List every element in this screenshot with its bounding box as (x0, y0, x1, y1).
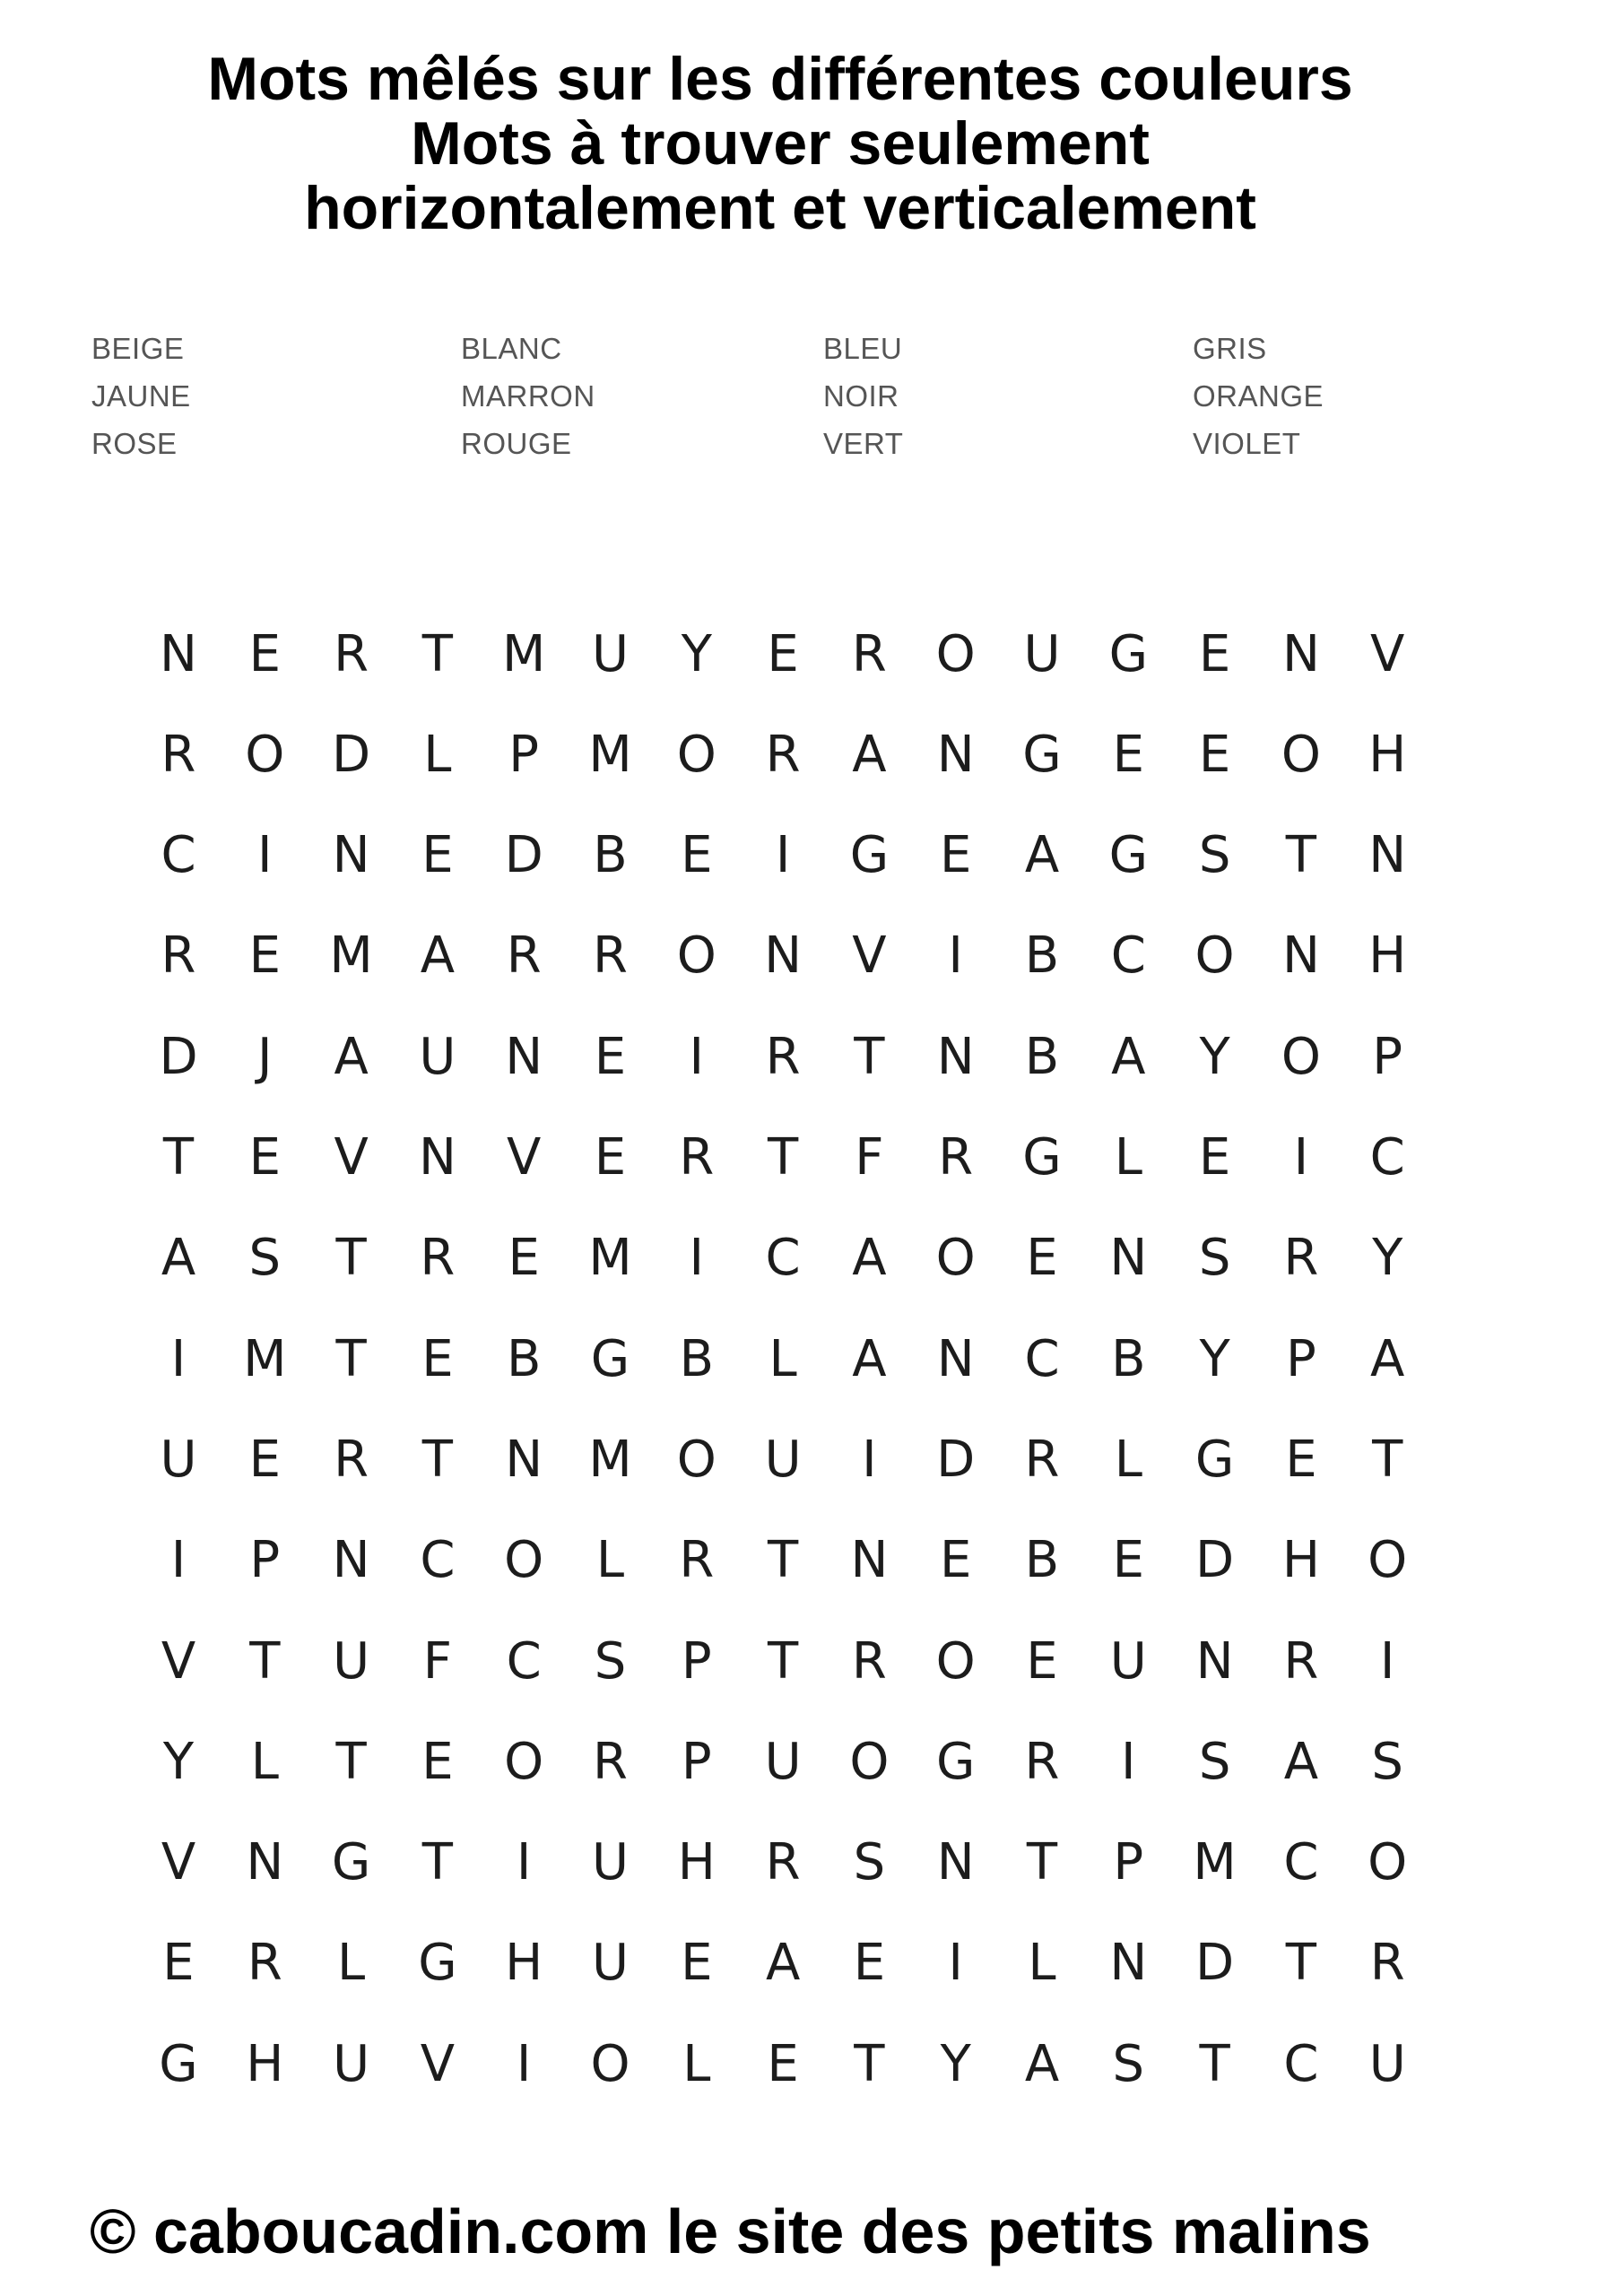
grid-letter: G (935, 1732, 976, 1791)
grid-letter: I (1379, 1631, 1395, 1691)
grid-letter: A (161, 1229, 196, 1288)
grid-letter: O (676, 725, 716, 784)
grid-letter: R (1024, 1732, 1060, 1791)
grid-letter: G (590, 1329, 630, 1388)
grid-letter: U (1023, 624, 1061, 683)
word-item: ROUGE (461, 427, 572, 460)
grid-letter: N (332, 826, 370, 885)
grid-letter: Y (1199, 1329, 1230, 1388)
grid-letter: U (160, 1430, 197, 1489)
grid-letter: N (1281, 926, 1320, 986)
grid-letter: S (594, 1631, 627, 1691)
grid-letter: A (1111, 1027, 1146, 1086)
grid-letter: O (1368, 1531, 1408, 1590)
grid-letter: I (1293, 1128, 1309, 1187)
grid-letter: M (1193, 1833, 1237, 1892)
grid-letter: C (1110, 926, 1146, 986)
grid-letter: A (1024, 826, 1060, 885)
grid-letter: V (161, 1833, 196, 1892)
grid-letter: E (1112, 725, 1144, 784)
grid-letter: A (852, 1329, 887, 1388)
grid-letter: R (161, 725, 196, 784)
letter-grid (159, 624, 1480, 2172)
grid-letter: C (161, 826, 196, 885)
grid-letter: P (1286, 1329, 1316, 1388)
grid-letter: E (421, 826, 454, 885)
grid-letter: B (1024, 926, 1060, 986)
grid-letter: Y (681, 624, 712, 683)
grid-letter: I (516, 1833, 532, 1892)
grid-letter: A (420, 926, 456, 986)
grid-letter: B (1111, 1329, 1146, 1388)
grid-letter: O (935, 624, 976, 683)
grid-letter: H (1281, 1531, 1320, 1590)
grid-letter: G (849, 826, 890, 885)
grid-letter: O (1194, 926, 1235, 986)
grid-letter: N (936, 1329, 975, 1388)
grid-letter: H (677, 1833, 716, 1892)
word-item: GRIS (1193, 332, 1267, 365)
grid-letter: F (422, 1631, 452, 1691)
grid-letter: T (162, 1128, 195, 1187)
grid-letter: N (936, 1027, 975, 1086)
grid-letter: E (1198, 725, 1231, 784)
grid-letter: T (421, 1430, 453, 1489)
grid-letter: E (248, 926, 281, 986)
grid-letter: R (765, 1833, 801, 1892)
grid-letter: U (764, 1732, 802, 1791)
grid-letter: G (159, 2034, 198, 2093)
grid-letter: C (1283, 1833, 1319, 1892)
grid-letter: N (1281, 624, 1320, 683)
grid-letter: I (689, 1027, 705, 1086)
grid-letter: C (420, 1531, 456, 1590)
grid-letter: R (247, 1934, 282, 1993)
grid-letter: G (1108, 624, 1148, 683)
grid-letter: M (502, 624, 546, 683)
grid-letter: O (676, 1430, 716, 1489)
grid-letter: M (243, 1329, 287, 1388)
grid-letter: N (246, 1833, 284, 1892)
grid-letter: U (333, 1631, 370, 1691)
grid-letter: S (1112, 2034, 1145, 2093)
grid-letter: B (679, 1329, 714, 1388)
grid-letter: T (767, 1631, 799, 1691)
grid-letter: M (588, 1430, 632, 1489)
grid-letter: N (505, 1430, 543, 1489)
grid-letter: G (1108, 826, 1148, 885)
word-item: BLEU (823, 332, 903, 365)
grid-letter: Y (1199, 1027, 1230, 1086)
grid-letter: E (853, 1934, 886, 1993)
grid-letter: M (588, 1229, 632, 1288)
grid-letter: E (1112, 1531, 1144, 1590)
grid-letter: N (936, 725, 975, 784)
grid-letter: T (1199, 2034, 1230, 2093)
grid-letter: U (592, 1934, 629, 1993)
grid-letter: N (1109, 1229, 1148, 1288)
grid-letter: V (420, 2034, 456, 2093)
grid-letter: I (170, 1329, 187, 1388)
grid-letter: D (332, 725, 371, 784)
grid-letter: R (765, 1027, 801, 1086)
grid-letter: I (257, 826, 273, 885)
grid-letter: P (1113, 1833, 1144, 1892)
grid-letter: U (333, 2034, 370, 2093)
grid-letter: N (936, 1833, 975, 1892)
grid-letter: S (1371, 1732, 1403, 1791)
grid-letter: A (1283, 1732, 1319, 1791)
grid-letter: R (851, 624, 887, 683)
grid-letter: C (765, 1229, 801, 1288)
grid-letter: E (508, 1229, 540, 1288)
grid-letter: R (1283, 1631, 1319, 1691)
grid-letter: A (1370, 1329, 1405, 1388)
grid-letter: R (679, 1531, 715, 1590)
grid-letter: B (1024, 1531, 1060, 1590)
grid-letter: M (588, 725, 632, 784)
grid-letter: L (1114, 1430, 1142, 1489)
grid-letter: V (334, 1128, 369, 1187)
grid-letter: I (516, 2034, 532, 2093)
word-item: BLANC (461, 332, 562, 365)
grid-letter: I (948, 1934, 963, 1993)
grid-letter: U (764, 1430, 802, 1489)
grid-letter: P (681, 1732, 712, 1791)
grid-letter: P (508, 725, 540, 784)
grid-letter: O (1281, 1027, 1321, 1086)
grid-letter: E (939, 826, 972, 885)
grid-letter: U (592, 1833, 629, 1892)
grid-letter: N (160, 624, 197, 683)
grid-letter: O (676, 926, 716, 986)
grid-letter: T (335, 1732, 367, 1791)
grid-letter: T (1372, 1430, 1403, 1489)
grid-letter: T (767, 1128, 799, 1187)
word-item: VIOLET (1193, 427, 1301, 460)
grid-letter: O (935, 1229, 976, 1288)
grid-letter: E (594, 1128, 627, 1187)
grid-letter: V (507, 1128, 542, 1187)
grid-letter: E (421, 1732, 454, 1791)
grid-letter: S (1198, 826, 1231, 885)
grid-letter: E (767, 2034, 799, 2093)
grid-letter: V (852, 926, 887, 986)
grid-letter: O (245, 725, 285, 784)
grid-letter: H (1368, 926, 1407, 986)
grid-letter: U (1109, 1631, 1147, 1691)
grid-letter: Y (162, 1732, 195, 1791)
title-line-2: Mots à trouver seulement (411, 109, 1150, 178)
grid-letter: D (159, 1027, 198, 1086)
word-item: NOIR (823, 379, 899, 413)
word-item: JAUNE (91, 379, 191, 413)
grid-letter: L (595, 1531, 625, 1590)
grid-letter: D (504, 826, 543, 885)
grid-letter: H (246, 2034, 284, 2093)
grid-letter: E (162, 1934, 195, 1993)
grid-letter: D (1195, 1934, 1235, 1993)
grid-letter: E (681, 1934, 713, 1993)
grid-letter: H (1368, 725, 1407, 784)
grid-letter: R (679, 1128, 715, 1187)
grid-letter: Y (1372, 1229, 1403, 1288)
grid-letter: T (854, 1027, 885, 1086)
grid-letter: R (1369, 1934, 1405, 1993)
grid-letter: I (1121, 1732, 1136, 1791)
grid-letter: J (257, 1027, 273, 1086)
grid-letter: S (248, 1229, 282, 1288)
grid-letter: T (335, 1329, 367, 1388)
grid-letter: P (681, 1631, 712, 1691)
grid-letter: O (935, 1631, 976, 1691)
grid-letter: L (1114, 1128, 1142, 1187)
grid-letter: B (1024, 1027, 1060, 1086)
title-line-1: Mots mêlés sur les différentes couleurs (207, 45, 1353, 113)
grid-letter: T (249, 1631, 281, 1691)
word-item: MARRON (461, 379, 595, 413)
grid-letter: E (421, 1329, 454, 1388)
grid-letter: E (1198, 1128, 1231, 1187)
grid-letter: B (593, 826, 628, 885)
grid-letter: N (1109, 1934, 1148, 1993)
grid-letter: N (1368, 826, 1407, 885)
grid-letter: C (506, 1631, 542, 1691)
grid-letter: G (1022, 725, 1062, 784)
grid-letter: N (332, 1531, 370, 1590)
grid-letter: S (1198, 1732, 1231, 1791)
grid-letter: L (1028, 1934, 1056, 1993)
grid-letter: G (331, 1833, 371, 1892)
grid-letter: N (418, 1128, 456, 1187)
grid-letter: O (1368, 1833, 1408, 1892)
grid-letter: R (851, 1631, 887, 1691)
grid-letter: O (1281, 725, 1321, 784)
grid-letter: R (1024, 1430, 1060, 1489)
word-item: ROSE (91, 427, 178, 460)
grid-letter: V (161, 1631, 196, 1691)
grid-letter: N (764, 926, 803, 986)
grid-letter: R (161, 926, 196, 986)
grid-letter: I (170, 1531, 187, 1590)
grid-letter: R (420, 1229, 456, 1288)
grid-letter: D (1195, 1531, 1235, 1590)
grid-letter: A (852, 725, 887, 784)
grid-letter: E (1026, 1631, 1058, 1691)
grid-letter: I (775, 826, 791, 885)
grid-letter: R (765, 725, 801, 784)
grid-letter: B (506, 1329, 542, 1388)
grid-letter: A (852, 1229, 887, 1288)
grid-letter: R (334, 624, 369, 683)
grid-letter: A (765, 1934, 801, 1993)
grid-letter: E (248, 624, 281, 683)
grid-letter: L (682, 2034, 711, 2093)
word-item: VERT (823, 427, 904, 460)
grid-letter: I (689, 1229, 705, 1288)
grid-letter: N (505, 1027, 543, 1086)
grid-letter: I (862, 1430, 877, 1489)
grid-letter: G (418, 1934, 457, 1993)
grid-letter: O (504, 1732, 544, 1791)
grid-letter: A (1024, 2034, 1060, 2093)
grid-letter: P (249, 1531, 281, 1590)
grid-letter: O (504, 1531, 544, 1590)
title-line-3: horizontalement et verticalement (304, 174, 1256, 242)
grid-letter: U (419, 1027, 456, 1086)
copyright-footer: © caboucadin.com le site des petits malins (90, 2196, 1371, 2266)
grid-letter: E (1285, 1430, 1317, 1489)
word-list (0, 332, 1624, 475)
grid-letter: N (850, 1531, 889, 1590)
grid-letter: S (853, 1833, 886, 1892)
grid-letter: E (248, 1430, 281, 1489)
grid-letter: T (1026, 1833, 1058, 1892)
grid-letter: L (250, 1732, 279, 1791)
grid-letter: T (421, 624, 453, 683)
grid-letter: M (329, 926, 373, 986)
grid-letter: E (767, 624, 799, 683)
grid-letter: N (1195, 1631, 1234, 1691)
grid-letter: I (948, 926, 963, 986)
grid-letter: L (423, 725, 452, 784)
grid-letter: R (593, 1732, 628, 1791)
grid-letter: C (1024, 1329, 1060, 1388)
grid-letter: E (248, 1128, 281, 1187)
grid-letter: T (767, 1531, 799, 1590)
grid-letter: R (1283, 1229, 1319, 1288)
grid-letter: G (1022, 1128, 1062, 1187)
grid-letter: T (854, 2034, 885, 2093)
grid-letter: R (334, 1430, 369, 1489)
grid-letter: E (1198, 624, 1231, 683)
grid-letter: O (849, 1732, 890, 1791)
grid-letter: O (590, 2034, 630, 2093)
grid-letter: P (1372, 1027, 1403, 1086)
page-title (0, 47, 1560, 240)
grid-letter: E (594, 1027, 627, 1086)
grid-letter: U (592, 624, 629, 683)
grid-letter: R (938, 1128, 974, 1187)
grid-letter: T (1285, 1934, 1316, 1993)
grid-letter: E (939, 1531, 972, 1590)
grid-letter: L (769, 1329, 797, 1388)
grid-letter: C (1369, 1128, 1405, 1187)
grid-letter: D (936, 1430, 976, 1489)
grid-letter: H (505, 1934, 543, 1993)
grid-letter: L (336, 1934, 366, 1993)
grid-letter: U (1368, 2034, 1406, 2093)
grid-letter: T (1285, 826, 1316, 885)
grid-letter: V (1370, 624, 1405, 683)
grid-letter: F (855, 1128, 884, 1187)
grid-letter: C (1283, 2034, 1319, 2093)
grid-letter: R (506, 926, 542, 986)
grid-letter: A (334, 1027, 369, 1086)
grid-letter: G (1194, 1430, 1235, 1489)
grid-letter: Y (940, 2034, 971, 2093)
grid-letter: T (335, 1229, 367, 1288)
grid-letter: R (593, 926, 628, 986)
grid-letter: T (421, 1833, 453, 1892)
grid-letter: S (1198, 1229, 1231, 1288)
grid-letter: E (681, 826, 713, 885)
word-item: ORANGE (1193, 379, 1324, 413)
word-item: BEIGE (91, 332, 185, 365)
grid-letter: E (1026, 1229, 1058, 1288)
